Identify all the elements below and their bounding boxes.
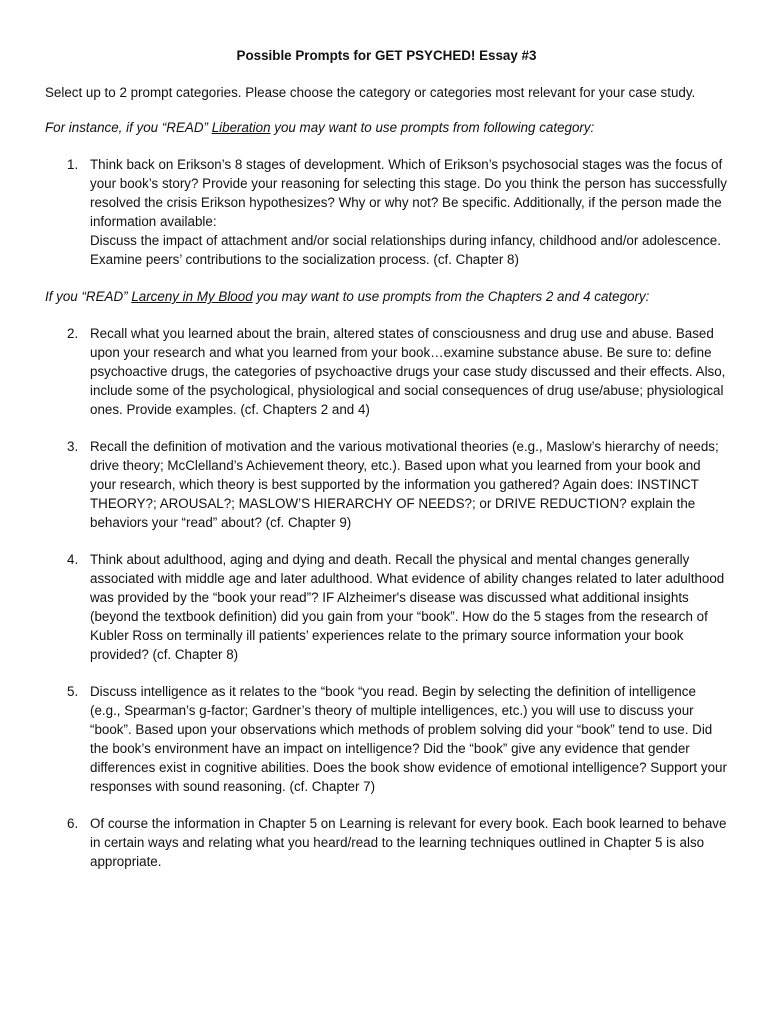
document-title: Possible Prompts for GET PSYCHED! Essay #3 — [236, 48, 537, 63]
prompt-text: Think back on Erikson’s 8 stages of development. Which of Erikson’s psychosocial stages was the focus of your book’s story? Provide your reasoning for selecting this stage. Do you think the person has successfully resolved the crisis Erikson hypothesizes? Why or why not? Be specific. Additionally, if the person made the information available: — [90, 157, 727, 229]
category-1-prefix: For instance, if you “READ” — [45, 120, 212, 135]
prompt-number: 2. — [67, 326, 79, 341]
prompt-item-4 — [45, 550, 728, 664]
prompt-number: 4. — [67, 552, 79, 567]
prompt-text: Think about adulthood, aging and dying and death. Recall the physical and mental changes generally associated with middle age and later adulthood. What evidence of ability changes related to later adulthood was provided by the “book your read”? IF Alzheimer's disease was discussed what additional insights (beyond the textbook definition) did you gain from your “book”. How do the 5 stages from the research of Kubler Ross on terminally ill patients’ experiences relate to the primary source information your book provided? (cf. Chapter 8) — [90, 552, 725, 662]
prompt-number: 3. — [67, 439, 79, 454]
prompt-item-6 — [45, 814, 728, 871]
prompt-item-5 — [45, 682, 728, 796]
prompt-item-2 — [45, 324, 728, 419]
prompt-text: Recall what you learned about the brain, altered states of consciousness and drug use and abuse. Based upon your research and what you learned from your book…examine substance abuse. Be sure to: define psychoactive drugs, the categories of psychoactive drugs your case study discussed and their effects. Also, include some of the psychological, physiological and social consequences of drug use/abuse; physiological ones. Provide examples. (cf. Chapters 2 and 4) — [90, 326, 726, 417]
prompt-number: 6. — [67, 816, 79, 831]
prompt-item-1 — [45, 155, 728, 269]
prompt-list-group-1 — [45, 155, 728, 269]
category-1-book-title: Liberation — [211, 120, 271, 135]
prompt-sub-line: Examine peers’ contributions to the socialization process. (cf. Chapter 8) — [90, 252, 519, 267]
category-2-prefix: If you “READ” — [45, 289, 132, 304]
category-1-suffix: you may want to use prompts from following category: — [270, 120, 595, 135]
category-2-suffix: you may want to use prompts from the Chapters 2 and 4 category: — [252, 289, 650, 304]
prompt-item-3 — [45, 437, 728, 532]
prompt-text: Of course the information in Chapter 5 on Learning is relevant for every book. Each book learned to behave in certain ways and relating what you heard/read to the learning techniques outlined in Chapter 5 is also appropriate. — [90, 816, 727, 869]
instruction-text: Select up to 2 prompt categories. Please choose the category or categories most relevant for your case study. — [45, 85, 696, 100]
prompt-list-group-2 — [45, 324, 728, 871]
prompt-text: Recall the definition of motivation and the various motivational theories (e.g., Maslow’s hierarchy of needs; drive theory; McClelland’s Achievement theory, etc.). Based upon what you learned from your book and your research, which theory is best supported by the information you gathered? Again does: INSTINCT THEORY?; AROUSAL?; MASLOW’S HIERARCHY OF NEEDS?; or DRIVE REDUCTION? explain the behaviors your “read” about? (cf. Chapter 9) — [90, 439, 719, 530]
prompt-text: Discuss intelligence as it relates to the “book “you read. Begin by selecting the definition of intelligence (e.g., Spearman’s g-factor; Gardner’s theory of multiple intelligences, etc.) you will use to discuss your “book”. Based upon your observations which methods of problem solving did your “book” tend to use. Did the book’s environment have an impact on intelligence? Did the “book” give any evidence that gender differences exist in cognitive abilities. Does the book show evidence of emotional intelligence? Support your responses with sound reasoning. (cf. Chapter 7) — [90, 684, 727, 794]
prompt-sub-line: Discuss the impact of attachment and/or social relationships during infancy, childhood and/or adolescence. — [90, 233, 721, 248]
category-1-intro — [45, 118, 728, 137]
prompt-number: 1. — [67, 157, 79, 172]
category-2-book-title: Larceny in My Blood — [131, 289, 253, 304]
prompt-number: 5. — [67, 684, 79, 699]
category-2-intro — [45, 287, 728, 306]
